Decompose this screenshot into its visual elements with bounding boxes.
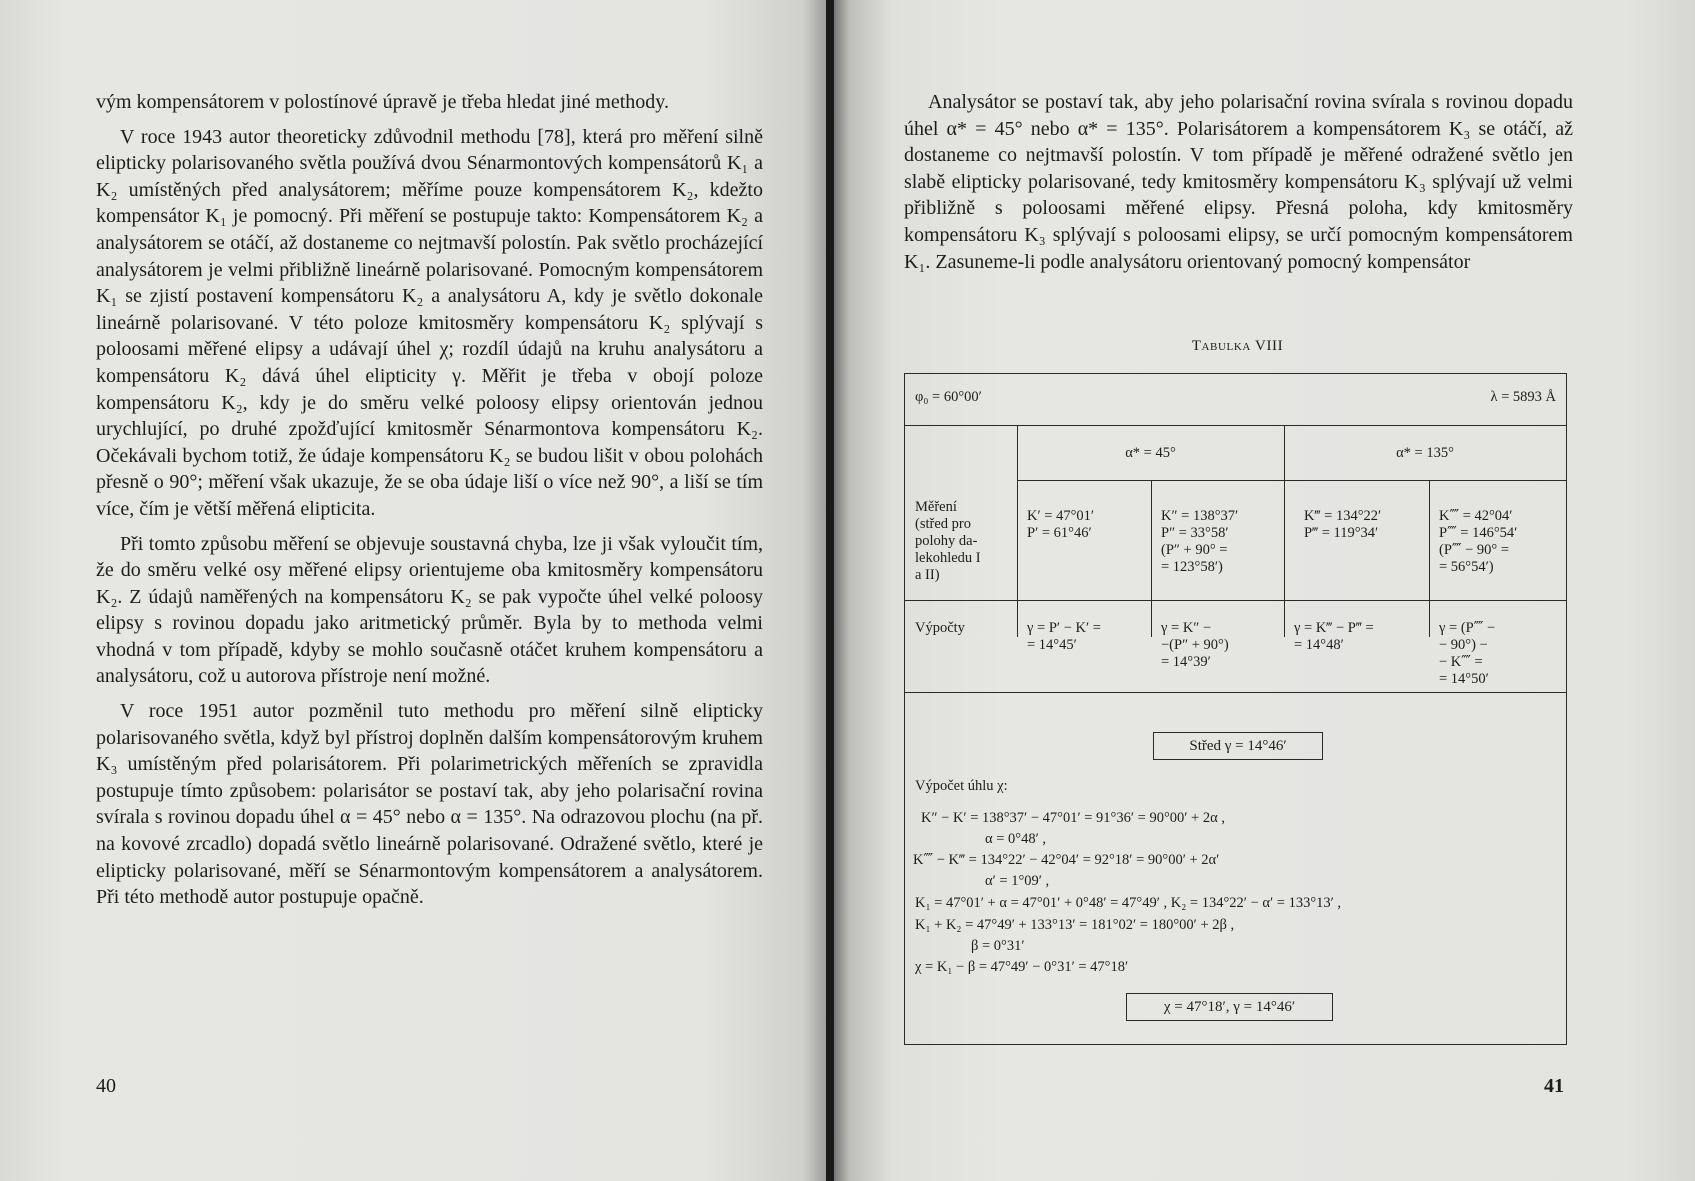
table-rule [905,425,1566,426]
calc-line: β = 0°31′ [971,938,1025,954]
calc-line: K″ − K′ = 138°37′ − 47°01′ = 91°36′ = 90°00′ + 2α , [921,810,1225,826]
table-cell: K″ = 138°37′ P″ = 33°58′ (P″ + 90° = = 123°58′) [1161,508,1239,575]
right-page-text [904,89,1573,283]
column-header-45: α* = 45° [1125,445,1176,461]
mean-gamma-box: Střed γ = 14°46′ [1153,732,1323,760]
page-number-left: 40 [96,1075,116,1097]
calc-line: α′ = 1°09′ , [985,873,1050,889]
book-gutter [826,0,834,1181]
table-cell: K‴ = 134°22′ P‴ = 119°34′ [1304,508,1382,541]
chi-heading: Výpočet úhlu χ: [915,778,1008,794]
calc-line: K⁗ − K‴ = 134°22′ − 42°04′ = 92°18′ = 90°00′ + 2α′ [913,852,1220,868]
table-cell: γ = (P⁗ − − 90°) − − K⁗ = = 14°50′ [1439,620,1496,687]
calc-line: K₁ = 47°01′ + α = 47°01′ + 0°48′ = 47°49′ , K₂ = 134°22′ − α′ = 133°13′ , [915,895,1342,911]
row-label-measurement: Měření (střed pro polohy da- lekohledu I a II) [915,499,981,583]
paragraph: Analysátor se postaví tak, aby jeho polarisační rovina svírala s rovinou dopadu úhel α* = 45° nebo α* = 135°. Polarisátorem a kompensátorem K₃ se otáčí, až dostaneme co nejtmavší polostín. V tom případě je měřené odražené světlo jen slabě elipticky polarisované, tedy kmitosměry kompensátoru K₃ splývají už velmi přibližně s poloosami měřené elipsy. Přesná poloha, kdy kmitosměry kompensátoru K₃ splývají s poloosami elipsy, se určí pomocným kompensátorem K₁. Zasuneme-li podle analysátoru orientovaný pomocný kompensátor [904,91,1573,273]
paragraph: Při tomto způsobu měření se objevuje soustavná chyba, lze ji však vyloučit tím, že do směru velké osy měřené elipsy orientujeme oba kmitosměry kompensátoru K₂. Z údajů naměřených na kompensátoru K₂ se pak vypočte úhel velké poloosy elipsy s rovinou dopadu jako aritmetický průměr. Byla by to methoda velmi vhodná v tom případě, kdyby se mohlo současně otáčet kruhem kompensátoru a analysátoru, což u autorova přístroje není možné. [96,532,763,688]
table-rule [1151,480,1152,637]
table-caption: Tabulka VIII [1191,338,1284,354]
table-cell: γ = P′ − K′ = = 14°45′ [1027,620,1101,653]
table-cell: K⁗ = 42°04′ P⁗ = 146°54′ (P⁗ − 90° = = 56°54′) [1439,508,1518,575]
phi0-label: φ₀ = 60°00′ [915,389,982,405]
results-table [904,373,1567,1045]
calc-line: K₁ + K₂ = 47°49′ + 133°13′ = 181°02′ = 180°00′ + 2β , [915,917,1235,933]
table-cell: K′ = 47°01′ P′ = 61°46′ [1027,508,1095,541]
calc-line: χ = K₁ − β = 47°49′ − 0°31′ = 47°18′ [915,959,1129,975]
table-cell: γ = K″ − −(P″ + 90°) = 14°39′ [1161,620,1229,670]
paragraph: V roce 1951 autor pozměnil tuto methodu pro měření silně elipticky polarisovaného světla, když byl přístroj doplněn dalším kompensátorovým kruhem K₃ umístěným před polarisátorem. Při polarimetrických měřeních se zpravidla postupuje tímto způsobem: polarisátor se postaví tak, aby jeho polarisační rovina svírala s rovinou dopadu úhel α = 45° nebo α = 135°. Na odrazovou plochu (na př. na kovové zrcadlo) dopadá světlo lineárně polarisované. Odražené světlo, které je elipticky polarisované, měří se Sénarmontovým kompensátorem a analysátorem. Při této methodě autor postupuje opačně. [96,700,763,909]
table-rule [905,692,1566,693]
calc-line: α = 0°48′ , [985,831,1046,847]
table-rule [905,600,1566,601]
result-box: χ = 47°18′, γ = 14°46′ [1126,993,1333,1021]
table-rule [1017,480,1566,481]
paragraph: V roce 1943 autor theoreticky zdůvodnil methodu [78], která pro měření silně elipticky polarisovaného světla používá dvou Sénarmontových kompensátorů K₁ a K₂ umístěných před analysátorem; měříme pouze kompensátorem K₂, kdežto kompensátor K₁ je pomocný. Při měření se postupuje takto: Kompensátorem K₂ a analysátorem se otáčí, až dostaneme co nejtmavší polostín. Pak světlo procházející analysátorem je velmi přibližně lineárně polarisované. Pomocným kompensátorem K₁ se zjistí postavení kompensátoru K₂ a analysátoru A, kdy je světlo dokonale lineárně polarisované. V této poloze kmitosměry kompensátoru K₂ splývají s poloosami měřené elipsy a udávají úhel χ; rozdíl údajů na kruhu analysátoru a kompensátoru K₂ dává úhel elipticity γ. Měřit je třeba v obojí poloze kompensátoru K₂, kdy je do směru velké poloosy elipsy orientován jednou urychlující, po druhé zpožďující kmitosměr Sénarmontova kompensátoru K₂. Očekávali bychom totiž, že údaje kompensátoru K₂ se budou lišit v obou polohách přesně o 90°; měření však ukazuje, že se oba údaje liší o více než 90°, a liší se tím více, čím je větší měřená elipticita. [96,125,763,520]
table-rule [1429,480,1430,637]
left-page-text [96,89,763,919]
table-cell: γ = K‴ − P‴ = = 14°48′ [1294,620,1374,653]
wavelength-label: λ = 5893 Å [1490,389,1556,405]
paragraph: vým kompensátorem v polostínové úpravě je třeba hledat jiné methody. [96,91,669,113]
row-label-calculations: Výpočty [915,620,965,636]
column-header-135: α* = 135° [1396,445,1454,461]
page-number-right: 41 [1544,1075,1564,1097]
